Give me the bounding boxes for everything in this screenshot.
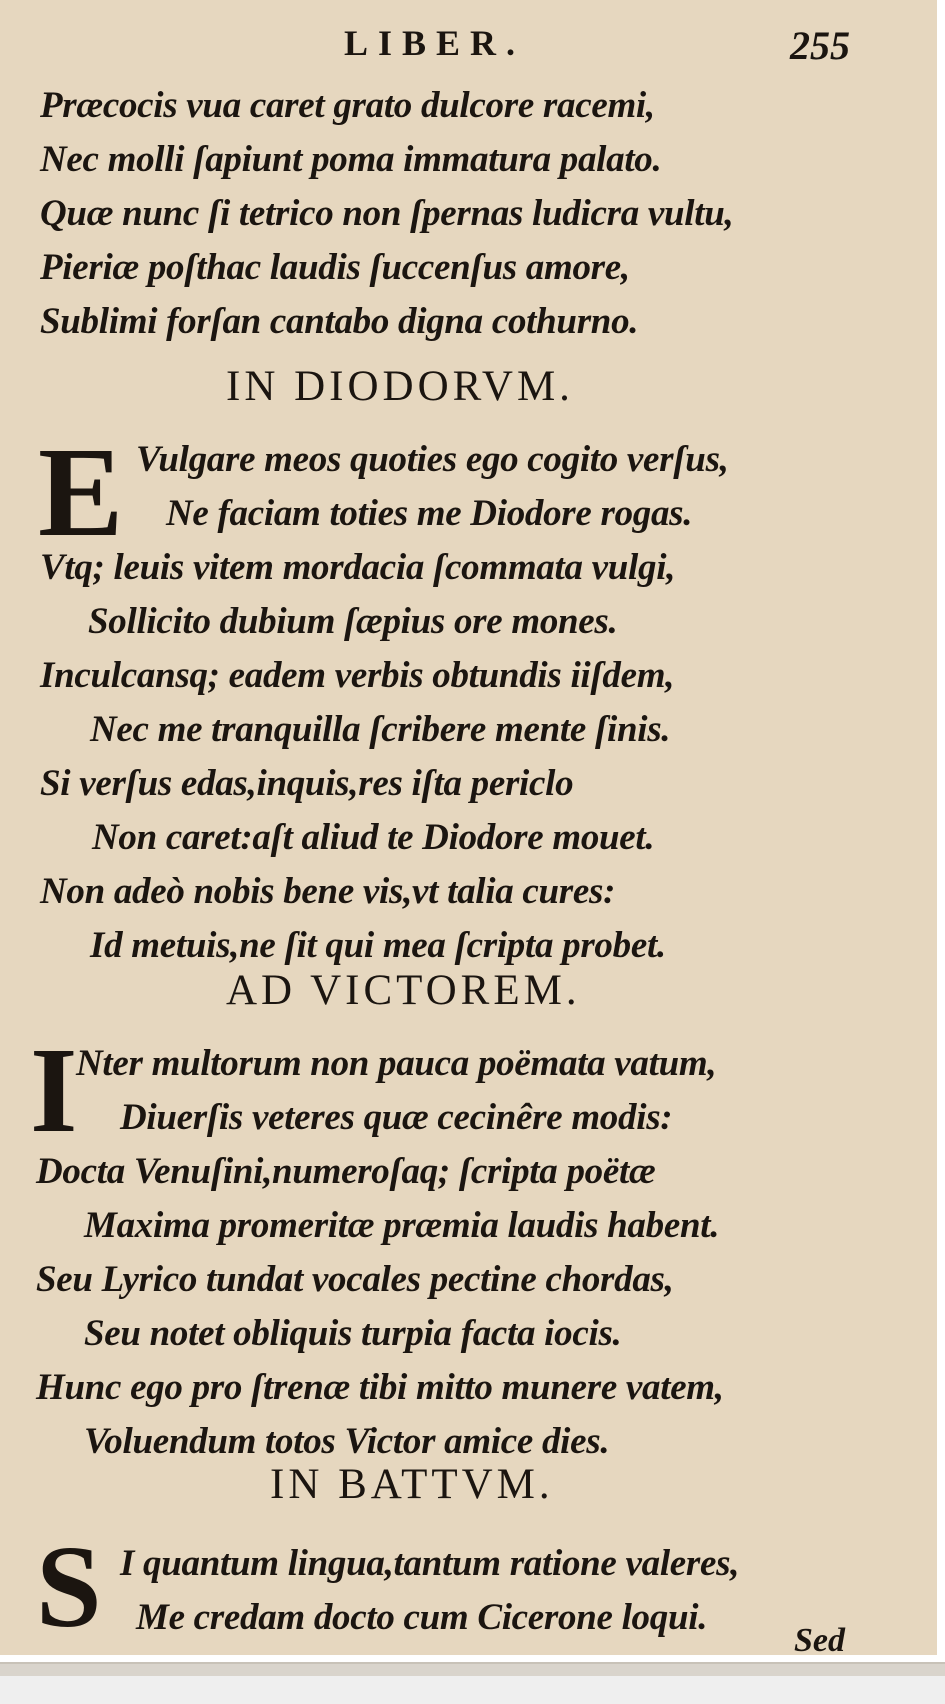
drop-cap: S xyxy=(36,1521,102,1652)
verse-line: Sublimi forſan cantabo digna cothurno. xyxy=(40,301,639,342)
verse-line: Non adeò nobis bene vis,vt talia cures: xyxy=(40,871,616,912)
verse-line: Inculcansq; eadem verbis obtundis iiſdem, xyxy=(40,655,675,696)
verse-line: Id metuis,ne ſit qui mea ſcripta probet. xyxy=(90,925,666,966)
verse-line: Seu Lyrico tundat vocales pectine chordas, xyxy=(36,1259,674,1300)
drop-cap: E xyxy=(38,421,124,563)
verse-line: Non caret:aſt aliud te Diodore mouet. xyxy=(92,817,655,858)
verse-line: Voluendum totos Victor amice dies. xyxy=(84,1421,610,1462)
catchword: Sed xyxy=(794,1622,845,1655)
verse-line: Pieriæ poſthac laudis ſuccenſus amore, xyxy=(40,247,630,288)
running-title: LIBER. xyxy=(344,23,526,63)
verse-line: Vulgare meos quoties ego cogito verſus, xyxy=(136,439,729,480)
viewer-bottom-margin xyxy=(0,1676,945,1704)
verse-line: Præcocis vua caret grato dulcore racemi, xyxy=(40,85,655,126)
verse-line: Hunc ego pro ſtrenæ tibi mitto munere vatem, xyxy=(36,1367,724,1408)
verse-line: Si verſus edas,inquis,res iſta periclo xyxy=(40,763,574,804)
poem-title: IN DIODORVM. xyxy=(226,363,574,410)
verse-line: Vtq; leuis vitem mordacia ſcommata vulgi, xyxy=(40,547,676,588)
verse-line: Nec me tranquilla ſcribere mente ſinis. xyxy=(90,709,671,750)
verse-line: Nec molli ſapiunt poma immatura palato. xyxy=(40,139,662,180)
verse-line: Me credam docto cum Cicerone loqui. xyxy=(136,1597,708,1638)
verse-line: Quæ nunc ſi tetrico non ſpernas ludicra vultu, xyxy=(40,193,734,234)
verse-line: Ne faciam toties me Diodore rogas. xyxy=(166,493,693,534)
page-edge-divider xyxy=(0,1662,945,1676)
poem-title: AD VICTOREM. xyxy=(226,967,581,1014)
verse-line: Docta Venuſini,numeroſaq; ſcripta poëtæ xyxy=(36,1151,656,1192)
verse-line: Sollicito dubium ſæpius ore mones. xyxy=(88,601,618,642)
verse-line: Diuerſis veteres quæ cecinêre modis: xyxy=(120,1097,673,1138)
page-number: 255 xyxy=(790,23,850,68)
verse-line: Nter multorum non pauca poëmata vatum, xyxy=(76,1043,717,1084)
drop-cap: I xyxy=(30,1023,78,1158)
poem-title: IN BATTVM. xyxy=(270,1461,554,1508)
verse-line: Seu notet obliquis turpia facta iocis. xyxy=(84,1313,622,1354)
verse-line: I quantum lingua,tantum ratione valeres, xyxy=(120,1543,740,1584)
verse-line: Maxima promeritæ præmia laudis habent. xyxy=(84,1205,720,1246)
